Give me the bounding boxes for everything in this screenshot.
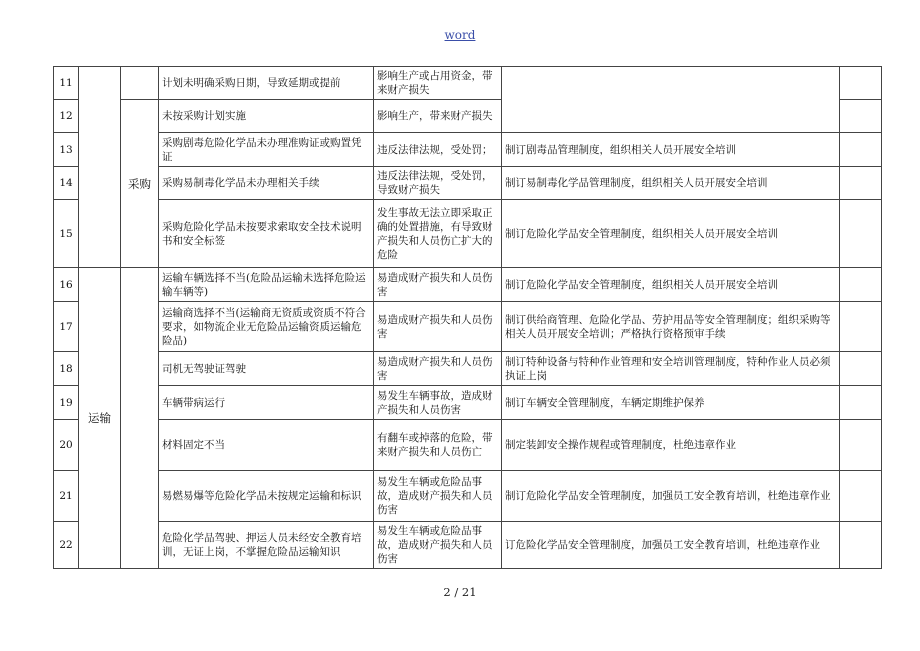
measure-cell	[502, 67, 840, 133]
page-header-word: word	[444, 28, 476, 42]
measure-cell: 制订危险化学品安全管理制度，加强员工安全教育培训，杜绝违章作业	[502, 471, 840, 522]
extra-cell	[840, 471, 882, 522]
extra-cell	[840, 133, 882, 167]
category-transport: 运输	[79, 268, 121, 569]
table-row	[54, 302, 882, 352]
extra-cell	[840, 100, 882, 133]
hazard-cell: 材料固定不当	[159, 420, 374, 471]
row-number: 14	[54, 167, 79, 200]
consequence-cell: 易造成财产损失和人员伤害	[374, 352, 502, 386]
table-row	[54, 200, 882, 268]
measure-cell: 制订剧毒品管理制度，组织相关人员开展安全培训	[502, 133, 840, 167]
hazard-cell: 车辆带病运行	[159, 386, 374, 420]
extra-cell	[840, 420, 882, 471]
row-number: 21	[54, 471, 79, 522]
consequence-cell: 违反法律法规，受处罚；	[374, 133, 502, 167]
hazard-cell: 运输商选择不当(运输商无资质或资质不符合要求，如物流企业无危险品运输资质运输危险品)	[159, 302, 374, 352]
hazard-cell: 运输车辆选择不当(危险品运输未选择危险运输车辆等)	[159, 268, 374, 302]
hazard-cell: 未按采购计划实施	[159, 100, 374, 133]
extra-cell	[840, 352, 882, 386]
row-number: 22	[54, 522, 79, 569]
row-number: 13	[54, 133, 79, 167]
extra-cell	[840, 200, 882, 268]
consequence-cell: 影响生产或占用资金，带来财产损失	[374, 67, 502, 100]
hazard-cell: 采购易制毒化学品未办理相关手续	[159, 167, 374, 200]
table-row	[54, 167, 882, 200]
hazard-cell: 危险化学品驾驶、押运人员未经安全教育培训，无证上岗，不掌握危险品运输知识	[159, 522, 374, 569]
hazard-cell: 采购危险化学品未按要求索取安全技术说明书和安全标签	[159, 200, 374, 268]
hazard-cell: 司机无驾驶证驾驶	[159, 352, 374, 386]
row-number: 11	[54, 67, 79, 100]
table-row	[54, 67, 882, 100]
hazard-cell: 易燃易爆等危险化学品未按规定运输和标识	[159, 471, 374, 522]
consequence-cell: 易发生车辆或危险品事故，造成财产损失和人员伤害	[374, 471, 502, 522]
consequence-cell: 易发生车辆或危险品事故，造成财产损失和人员伤害	[374, 522, 502, 569]
hazard-cell: 计划未明确采购日期，导致延期或提前	[159, 67, 374, 100]
extra-cell	[840, 386, 882, 420]
row-number: 12	[54, 100, 79, 133]
table-row	[54, 420, 882, 471]
subcategory-cell-blank	[121, 67, 159, 100]
extra-cell	[840, 67, 882, 100]
row-number: 19	[54, 386, 79, 420]
measure-cell: 制订危险化学品安全管理制度，组织相关人员开展安全培训	[502, 268, 840, 302]
category-procurement: 采购	[121, 100, 159, 268]
category-cell-blank	[79, 67, 121, 268]
measure-cell: 制订车辆安全管理制度，车辆定期维护保养	[502, 386, 840, 420]
table-row	[54, 522, 882, 569]
consequence-cell: 易发生车辆事故，造成财产损失和人员伤害	[374, 386, 502, 420]
hazard-cell: 采购剧毒危险化学品未办理准购证或购置凭证	[159, 133, 374, 167]
page-number: 2 / 21	[443, 585, 477, 599]
row-number: 16	[54, 268, 79, 302]
measure-cell: 制定装卸安全操作规程或管理制度，杜绝违章作业	[502, 420, 840, 471]
row-number: 20	[54, 420, 79, 471]
consequence-cell: 易造成财产损失和人员伤害	[374, 302, 502, 352]
extra-cell	[840, 167, 882, 200]
risk-table	[53, 66, 882, 569]
measure-cell: 制订特种设备与特种作业管理和安全培训管理制度，特种作业人员必须执证上岗	[502, 352, 840, 386]
table-row	[54, 133, 882, 167]
consequence-cell: 违反法律法规，受处罚，导致财产损失	[374, 167, 502, 200]
consequence-cell: 易造成财产损失和人员伤害	[374, 268, 502, 302]
table-row	[54, 471, 882, 522]
row-number: 18	[54, 352, 79, 386]
subcategory-cell-blank	[121, 268, 159, 569]
measure-cell: 制订供给商管理、危险化学品、劳护用品等安全管理制度；组织采购等相关人员开展安全培训；严格执行资格预审手续	[502, 302, 840, 352]
table-row	[54, 386, 882, 420]
measure-cell: 订危险化学品安全管理制度，加强员工安全教育培训，杜绝违章作业	[502, 522, 840, 569]
row-number: 15	[54, 200, 79, 268]
extra-cell	[840, 302, 882, 352]
table-row	[54, 268, 882, 302]
consequence-cell: 有翻车或掉落的危险，带来财产损失和人员伤亡	[374, 420, 502, 471]
extra-cell	[840, 522, 882, 569]
row-number: 17	[54, 302, 79, 352]
measure-cell: 制订易制毒化学品管理制度，组织相关人员开展安全培训	[502, 167, 840, 200]
consequence-cell: 影响生产，带来财产损失	[374, 100, 502, 133]
measure-cell: 制订危险化学品安全管理制度，组织相关人员开展安全培训	[502, 200, 840, 268]
consequence-cell: 发生事故无法立即采取正确的处置措施，有导致财产损失和人员伤亡扩大的危险	[374, 200, 502, 268]
extra-cell	[840, 268, 882, 302]
table-row	[54, 352, 882, 386]
